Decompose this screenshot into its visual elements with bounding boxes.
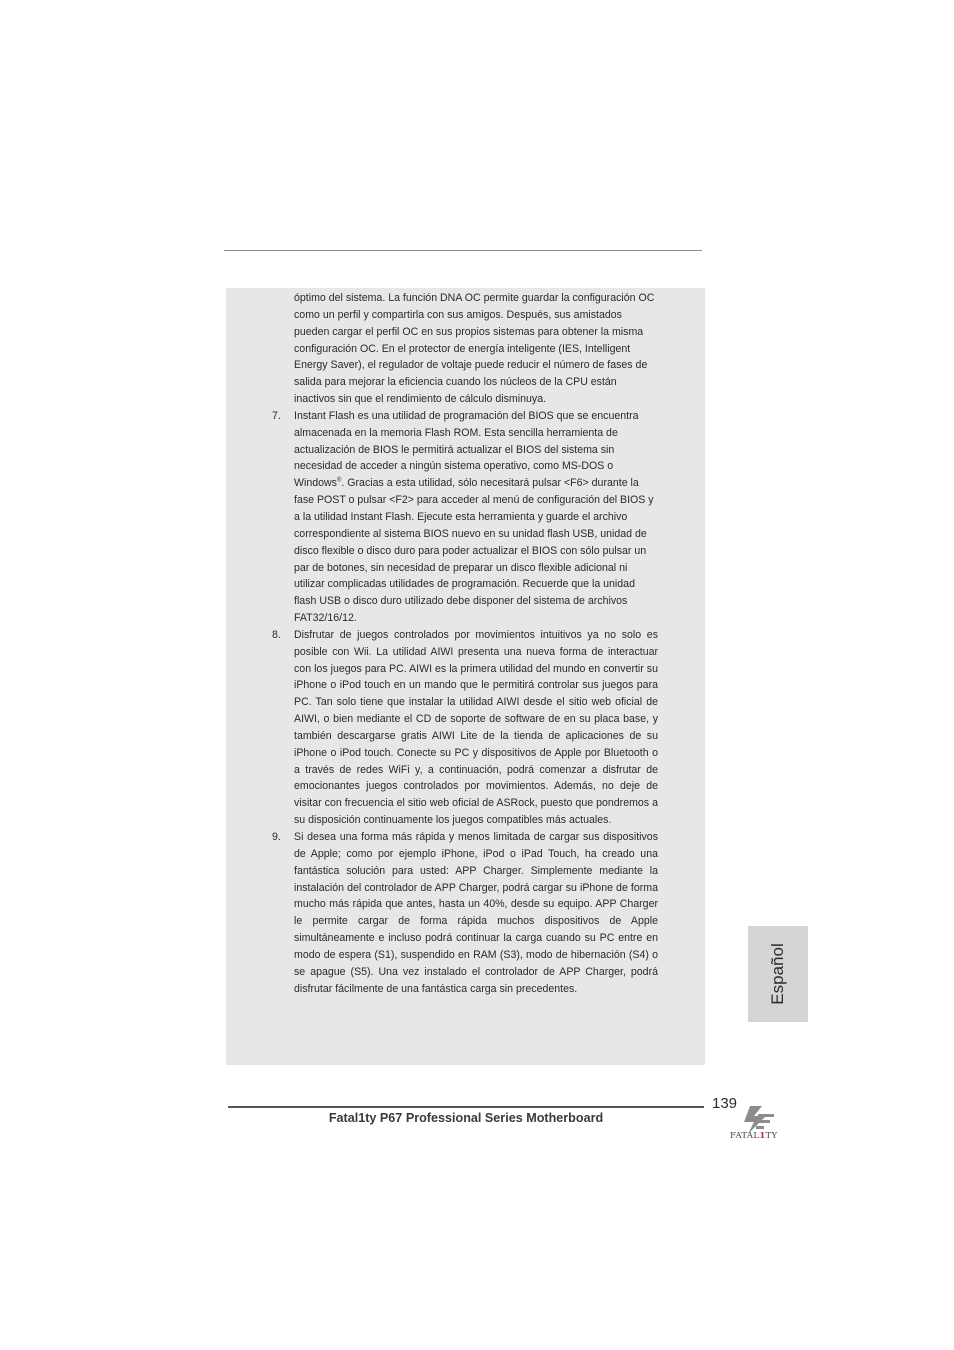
footer-title: Fatal1ty P67 Professional Series Motherboard (328, 1111, 604, 1125)
language-tab (748, 926, 808, 1022)
body-text (272, 290, 658, 997)
page-number: 139 (712, 1095, 738, 1111)
list-number: 8. (272, 628, 281, 641)
list-item-text: Instant Flash es una utilidad de programación del BIOS que se encuentra almacenada en la memoria Flash ROM. Esta sencilla herramienta de actualización de BIOS le permitirá actualizar el BIOS del sistema sin necesidad de acceder a ningún sistema operativo, como MS-DOS o Windows®. Gracias a esta utilidad, sólo necesitará pulsar <F6> durante la fase POST o pulsar <F2> para acceder al menú de configuración del BIOS y a la utilidad Instant Flash. Ejecute esta herramienta y guarde el archivo correspondiente al sistema BIOS nuevo en su unidad flash USB, unidad de disco flexible o disco duro para poder actualizar el BIOS con sólo pulsar un par de botones, sin necesidad de preparar un disco flexible adicional ni utilizar complicadas utilidades de programación. Recuerde que la unidad flash USB o disco duro utilizado debe disponer del sistema de archivos FAT32/16/12. (294, 409, 654, 625)
list-item-7 (272, 408, 658, 627)
header-divider (224, 250, 702, 251)
registered-mark: ® (336, 477, 342, 484)
fatal1ty-logo-icon (728, 1104, 788, 1148)
intro-paragraph: óptimo del sistema. La función DNA OC permite guardar la configuración OC como un perfil y compartirla con sus amigos. Después, sus amistados pueden cargar el perfil OC en sus propios sistemas para obtener la misma configuración OC. En el protector de energía inteligente (IES, Intelligent Energy Saver), el regulador de voltaje puede reducir el número de fases de salida para mejorar la eficiencia cuando los núcleos de la CPU están inactivos sin que el rendimiento de cálculo disminuya. (294, 292, 655, 406)
list-item-8 (272, 627, 658, 829)
list-item-text: Disfrutar de juegos controlados por movimientos intuitivos ya no solo es posible con Wii. La utilidad AIWI presenta una nueva forma de interactuar con los juegos para PC. AIWI es la primera utilidad del mundo en convertir su iPhone o iPod touch en un mando que le permitirá controlar sus juegos para PC. Tan solo tiene que instalar la utilidad AIWI desde el sitio web oficial de AIWI, o bien mediante el CD de soporte de software de en su placa base, y también descargarse gratis AIWI Lite de la tienda de aplicaciones de su iPhone o iPod touch. Conecte su PC y dispositivos de Apple por Bluetooth o a través de redes WiFi y, a continuación, podrá comenzar a disfrutar de emocionantes juegos controlados por movimientos. Además, no deje de visitar con frecuencia el sitio web oficial de ASRock, puesto que pondremos a su disposición continuamente los juegos compatibles más actuales. (294, 628, 658, 827)
list-item-9 (272, 829, 658, 997)
list-item-text: Si desea una forma más rápida y menos limitada de cargar sus dispositivos de Apple; como por ejemplo iPhone, iPod o iPad Touch, ha creado una fantástica solución para usted: APP Charger. Simplemente mediante la instalación del controlador de APP Charger, podrá cargar su iPhone de forma mucho más rápida que antes, hasta un 40%, desde su equipo. APP Charger le permite cargar de forma rápida muchos dispositivos de Apple simultáneamente e incluso podrá continuar la carga cuando su PC entre en modo de espera (S1), suspendido en RAM (S3), modo de hibernación (S4) o se apague (S5). Una vez instalado el controlador de APP Charger, podrá disfrutar fácilmente de una fantástica carga sin precedentes. (294, 831, 658, 995)
logo-wordmark: FATAL1TY (730, 1131, 778, 1141)
footer-divider (228, 1106, 704, 1108)
language-tab-label: Español (768, 943, 787, 1005)
list-number: 7. (272, 409, 281, 422)
list-number: 9. (272, 831, 281, 843)
